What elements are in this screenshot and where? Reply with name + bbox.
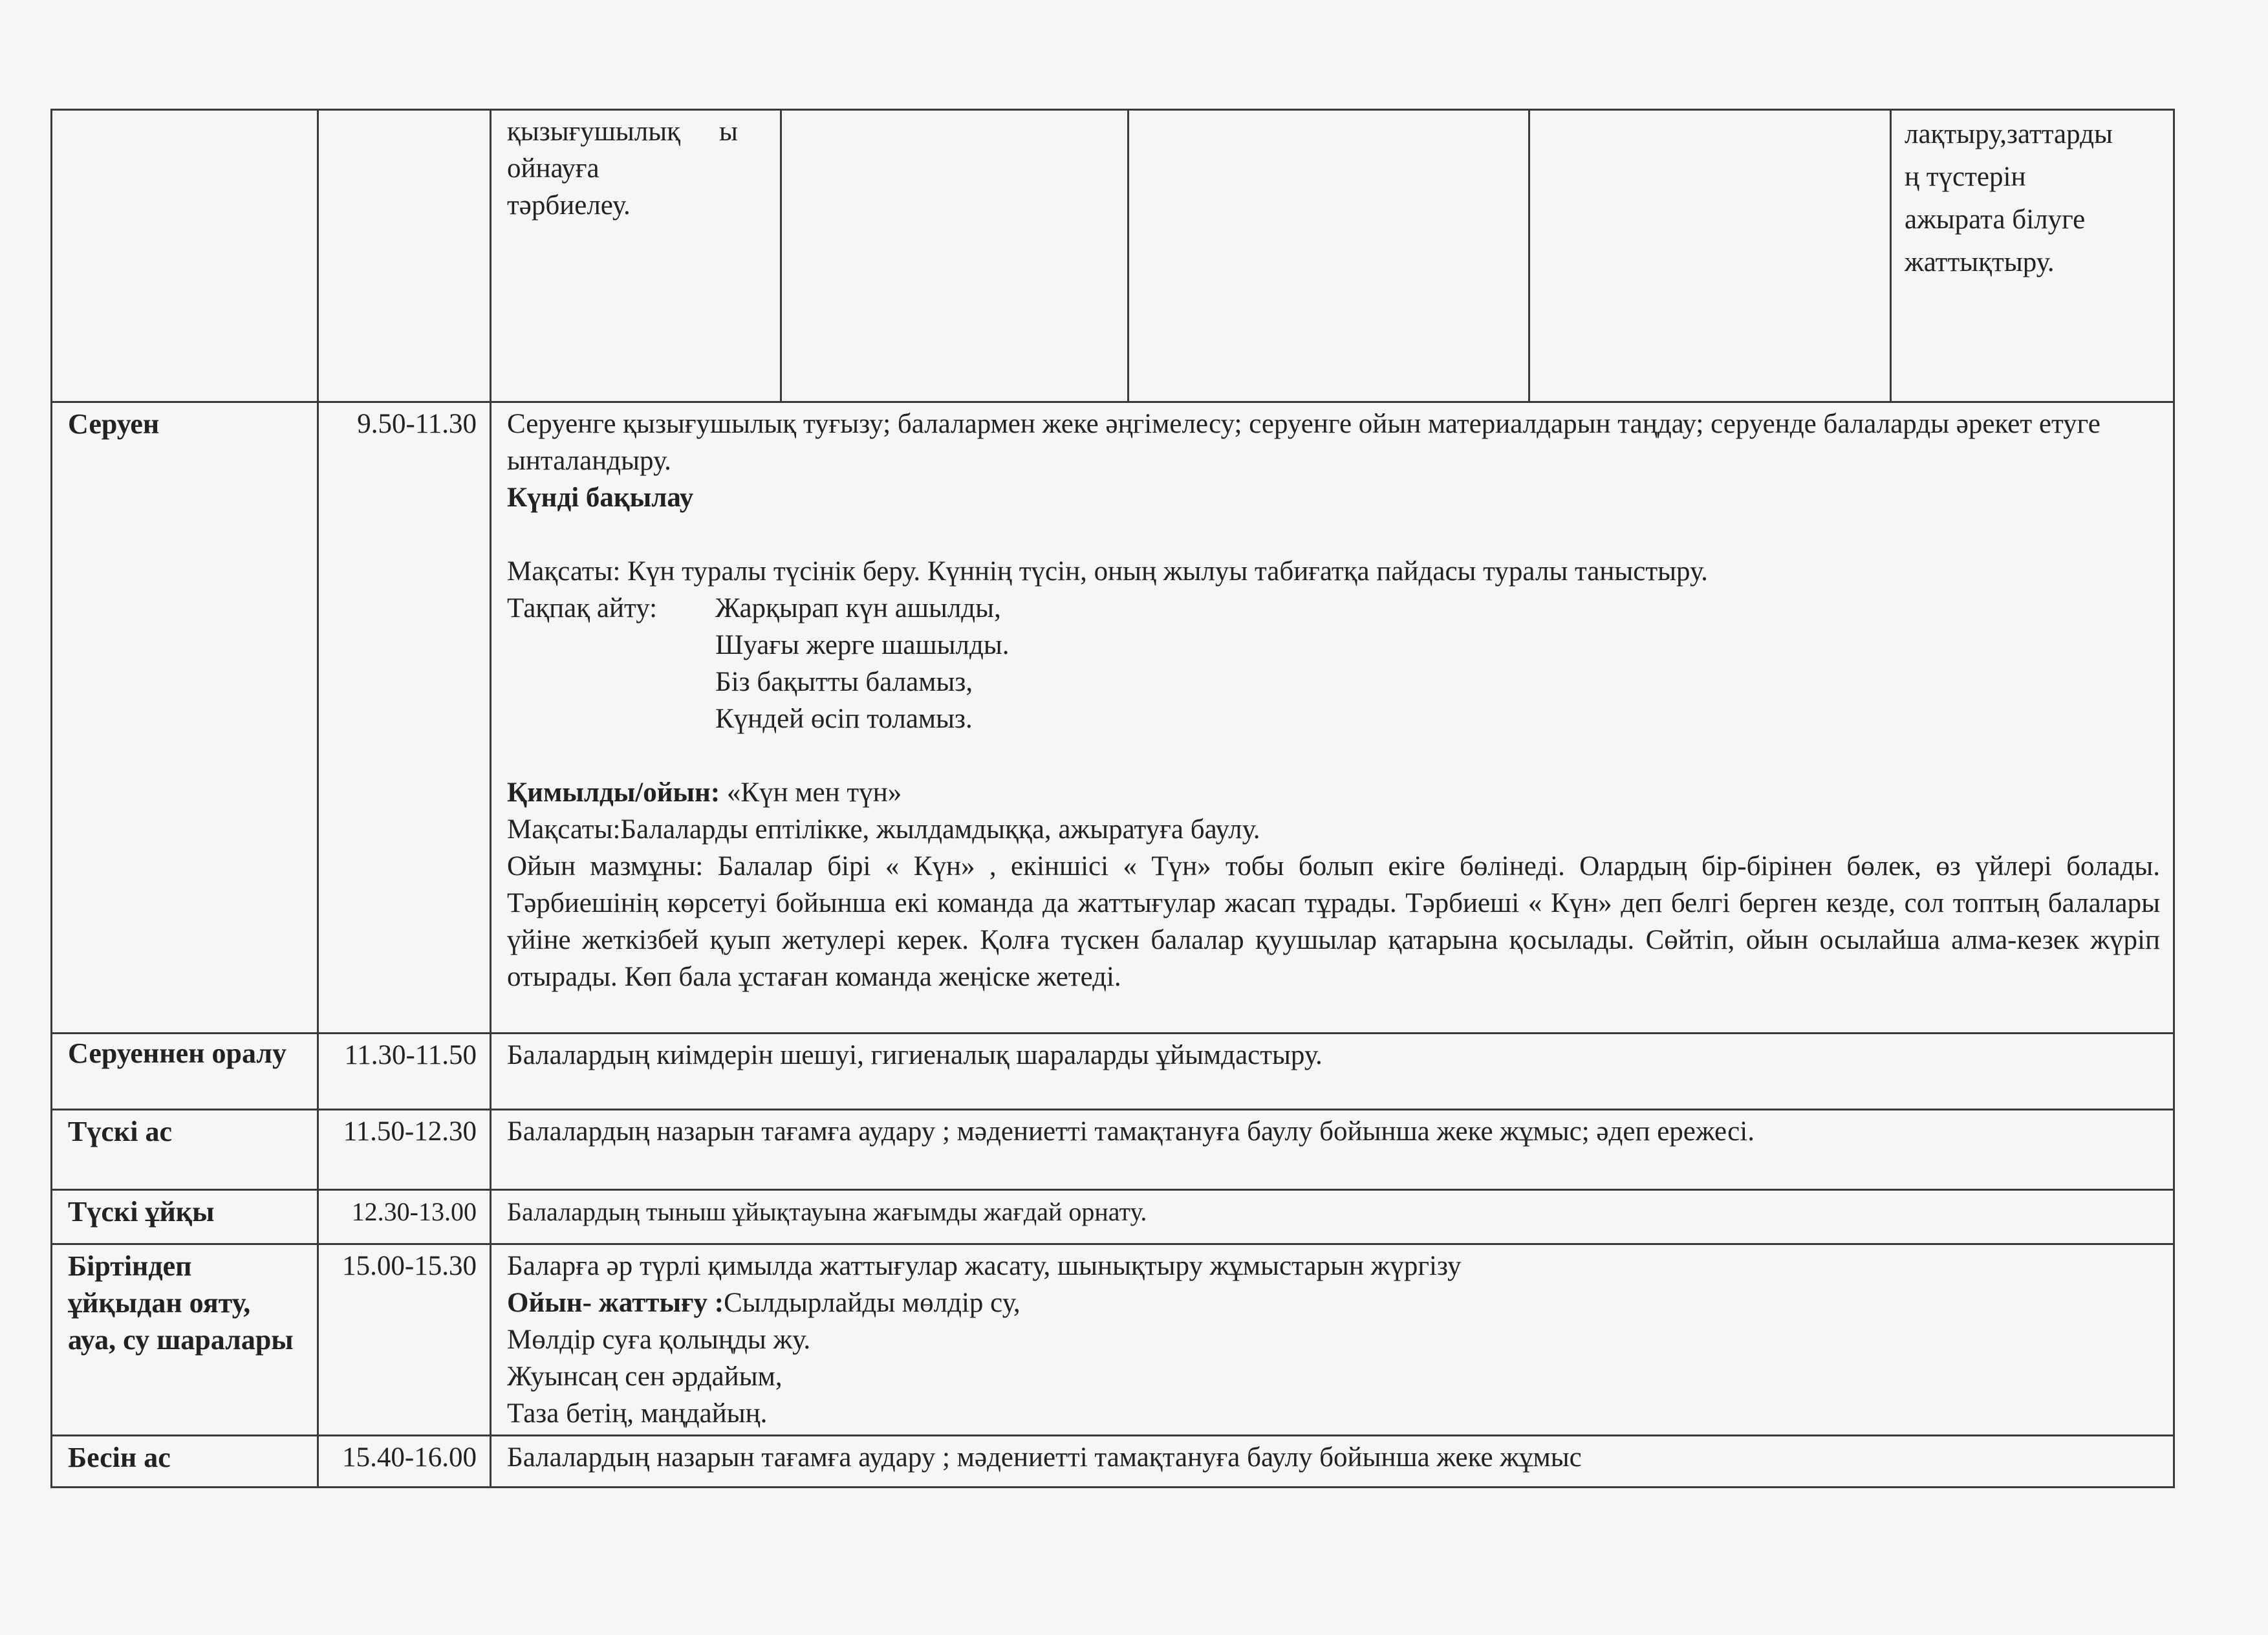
continued-line-3: тәрбиелеу. bbox=[507, 190, 631, 221]
walk-game-label: Қимылды/ойын: bbox=[507, 777, 720, 808]
snack-label: Бесін ас bbox=[52, 1436, 318, 1488]
walk-observation-title: Күнді бақылау bbox=[507, 482, 694, 513]
cell-empty-time bbox=[318, 110, 491, 402]
wake-exercise-line-1: Сылдырлайды мөлдір су, bbox=[724, 1288, 1021, 1318]
walk-verse-line-1: Жарқырап күн ашылды, bbox=[715, 593, 1001, 623]
walk-verse-label: Тақпақ айту: bbox=[507, 593, 658, 623]
walk-content bbox=[491, 402, 2174, 1034]
return-text: Балалардың киімдерін шешуі, гигиеналық шараларды ұйымдастыру. bbox=[491, 1034, 2174, 1110]
cell-empty-a bbox=[781, 110, 1129, 402]
wake-exercise-line-2: Мөлдір суға қолыңды жу. bbox=[507, 1325, 811, 1355]
walk-label: Серуен bbox=[52, 402, 318, 1034]
lunch-label: Түскі ас bbox=[52, 1110, 318, 1190]
walk-goal: Мақсаты: Күн туралы түсінік беру. Күннің түсін, оның жылуы табиғатқа пайдасы туралы таныстыру. bbox=[507, 556, 1708, 587]
last-col-line-3: ажырата білуге bbox=[1905, 204, 2086, 235]
daily-schedule-table bbox=[50, 109, 2175, 1488]
return-row bbox=[52, 1034, 2174, 1110]
continued-fragment: ы bbox=[719, 116, 738, 147]
nap-time: 12.30-13.00 bbox=[318, 1190, 491, 1244]
return-label: Серуеннен оралу bbox=[52, 1034, 318, 1110]
cell-continued-last bbox=[1891, 110, 2174, 402]
walk-intro: Серуенге қызығушылық туғызу; балалармен жеке әңгімелесу; серуенге ойын материалдарын таңдау; серуенде балаларды әрекет етуге ынталандыру. bbox=[507, 409, 2101, 476]
walk-row bbox=[52, 402, 2174, 1034]
snack-row bbox=[52, 1436, 2174, 1488]
walk-game-goal: Мақсаты:Балаларды ептілікке, жылдамдыққа, ажыратуға баулу. bbox=[507, 814, 1260, 845]
lunch-time: 11.50-12.30 bbox=[318, 1110, 491, 1190]
wake-content bbox=[491, 1244, 2174, 1436]
continued-line-1: қызығушылық bbox=[507, 116, 681, 147]
snack-text: Балалардың назарын тағамға аудару ; мәдениетті тамақтануға баулу бойынша жеке жұмыс bbox=[491, 1436, 2174, 1488]
nap-label: Түскі ұйқы bbox=[52, 1190, 318, 1244]
nap-text: Балалардың тыныш ұйықтауына жағымды жағдай орнату. bbox=[491, 1190, 2174, 1244]
nap-row bbox=[52, 1190, 2174, 1244]
walk-game-content: Ойын мазмұны: Балалар бірі « Күн» , екіншісі « Түн» тобы болып екіге бөлінеді. Олардың бір-бірінен бөлек, өз үйлері болады. Тәрбиешінің көрсетуі бойынша екі команда да жаттығулар жасап тұрады. Тәрбиеші « Күн» деп белгі берген кезде, сол топтың балалары үйіне жеткізбей қуып жетулері керек. Қолға түскен балалар қуушылар қатарына қосылады. Сөйтіп, ойын осылайша алма-кезек жүріп отырады. Көп бала ұстаған команда жеңіске жетеді. bbox=[507, 851, 2160, 992]
cell-empty-label bbox=[52, 110, 318, 402]
wake-exercise-line-3: Жуынсаң сен әрдайым, bbox=[507, 1361, 783, 1392]
wake-time: 15.00-15.30 bbox=[318, 1244, 491, 1436]
last-col-line-2: ң түстерін bbox=[1905, 162, 2026, 192]
walk-game-name: «Күн мен түн» bbox=[720, 777, 902, 808]
cell-continued-text bbox=[491, 110, 781, 402]
wake-exercise-line-4: Таза бетің, маңдайың. bbox=[507, 1398, 768, 1429]
last-col-line-1: лақтыру,заттарды bbox=[1905, 119, 2113, 149]
lunch-row bbox=[52, 1110, 2174, 1190]
walk-time: 9.50-11.30 bbox=[318, 402, 491, 1034]
wake-row bbox=[52, 1244, 2174, 1436]
walk-verse-line-3: Біз бақытты баламыз, bbox=[715, 667, 973, 697]
continued-line-2: ойнауға bbox=[507, 153, 599, 184]
wake-exercise-label: Ойын- жаттығу : bbox=[507, 1288, 724, 1318]
cell-empty-b bbox=[1129, 110, 1529, 402]
walk-verse-line-4: Күндей өсіп толамыз. bbox=[715, 704, 973, 734]
cell-empty-c bbox=[1529, 110, 1891, 402]
lunch-text: Балалардың назарын тағамға аудару ; мәдениетті тамақтануға баулу бойынша жеке жұмыс; әдеп ережесі. bbox=[491, 1110, 2174, 1190]
continuation-row bbox=[52, 110, 2174, 402]
wake-text: Баларға әр түрлі қимылда жаттығулар жасату, шынықтыру жұмыстарын жүргізу bbox=[507, 1251, 1462, 1281]
snack-time: 15.40-16.00 bbox=[318, 1436, 491, 1488]
wake-label: Біртіндеп ұйқыдан ояту, ауа, су шаралары bbox=[52, 1244, 318, 1436]
return-time: 11.30-11.50 bbox=[318, 1034, 491, 1110]
walk-verse-line-2: Шуағы жерге шашылды. bbox=[715, 630, 1010, 660]
last-col-line-4: жаттықтыру. bbox=[1905, 247, 2055, 277]
